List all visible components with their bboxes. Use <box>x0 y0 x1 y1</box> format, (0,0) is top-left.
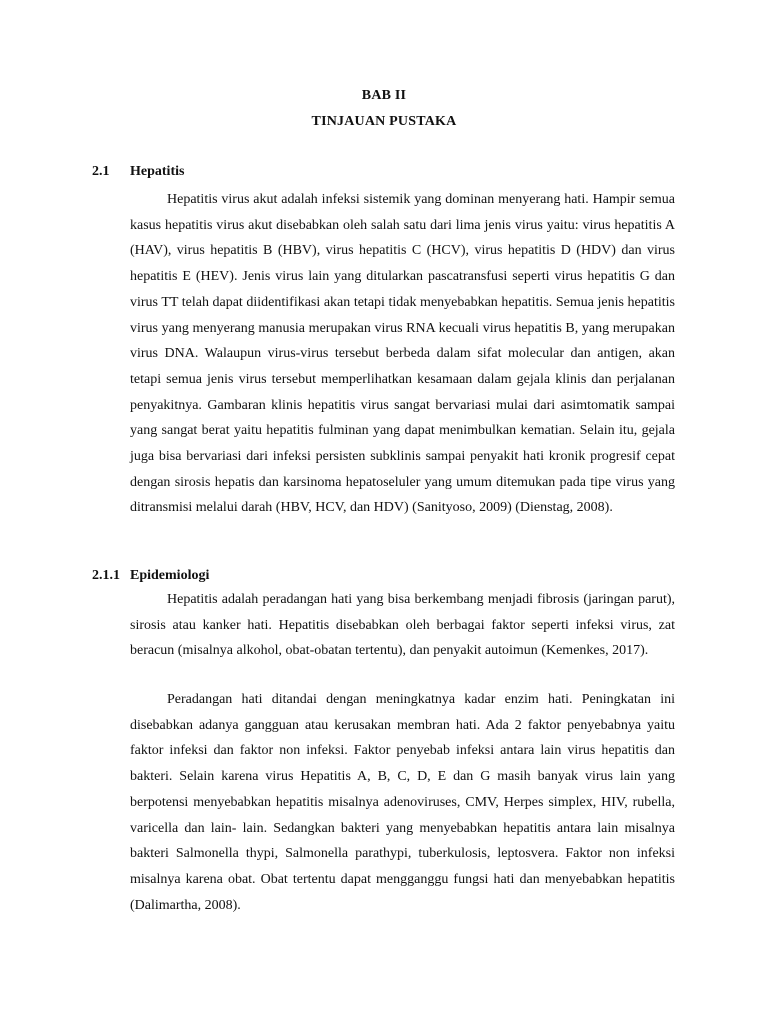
section-heading-2-1-1 <box>92 568 210 584</box>
chapter-number: BAB II <box>361 88 407 103</box>
section-heading-2-1 <box>92 164 185 180</box>
section-number: 2.1 <box>92 164 110 179</box>
paragraph-epidemiologi-2: Peradangan hati ditandai dengan meningkatnya kadar enzim hati. Peningkatan ini disebabkan adanya gangguan atau kerusakan membran hati. Ada 2 faktor penyebabnya yaitu faktor infeksi dan faktor non infeksi. Faktor penyebab infeksi antara lain virus hepatitis dan bakteri. Selain karena virus Hepatitis A, B, C, D, E dan G masih banyak virus lain yang berpotensi menyebabkan hepatitis misalnya adenoviruses, CMV, Herpes simplex, HIV, rubella, varicella dan lain- lain. Sedangkan bakteri yang menyebabkan hepatitis antara lain misalnya bakteri Salmonella thypi, Salmonella parathypi, tuberkulosis, leptosvera. Faktor non infeksi misalnya karena obat. Obat tertentu dapat mengganggu fungsi hati dan menyebabkan hepatitis (Dalimartha, 2008). <box>130 692 675 913</box>
chapter-title: TINJAUAN PUSTAKA <box>311 114 457 129</box>
section-number: 2.1.1 <box>92 568 120 583</box>
paragraph-epidemiologi-1: Hepatitis adalah peradangan hati yang bisa berkembang menjadi fibrosis (jaringan parut), sirosis atau kanker hati. Hepatitis disebabkan oleh berbagai faktor seperti infeksi virus, zat beracun (misalnya alkohol, obat-obatan tertentu), dan penyakit autoimun (Kemenkes, 2017). <box>130 592 675 659</box>
paragraph-hepatitis-1: Hepatitis virus akut adalah infeksi sistemik yang dominan menyerang hati. Hampir semua kasus hepatitis virus akut disebabkan oleh salah satu dari lima jenis virus yaitu: virus hepatitis A (HAV), virus hepatitis B (HBV), virus hepatitis C (HCV), virus hepatitis D (HDV) dan virus hepatitis E (HEV). Jenis virus lain yang ditularkan pascatransfusi seperti virus hepatitis G dan virus TT telah dapat diidentifikasi akan tetapi tidak menyebabkan hepatitis. Semua jenis hepatitis virus yang menyerang manusia merupakan virus RNA kecuali virus hepatitis B, yang merupakan virus DNA. Walaupun virus-virus tersebut berbeda dalam sifat molecular dan antigen, akan tetapi semua jenis virus tersebut memperlihatkan kesamaan dalam gejala klinis dan perjalanan penyakitnya. Gambaran klinis hepatitis virus sangat bervariasi mulai dari asimtomatik sampai yang sangat berat yaitu hepatitis fulminan yang dapat menimbulkan kematian. Selain itu, gejala juga bisa bervariasi dari infeksi persisten subklinis sampai penyakit hati kronik progresif cepat dengan sirosis hepatis dan karsinoma hepatoseluler yang umum ditemukan pada tipe virus yang ditransmisi melalui darah (HBV, HCV, dan HDV) (Sanityoso, 2009) (Dienstag, 2008). <box>130 192 675 516</box>
section-title: Hepatitis <box>130 164 185 179</box>
section-title: Epidemiologi <box>130 568 210 583</box>
